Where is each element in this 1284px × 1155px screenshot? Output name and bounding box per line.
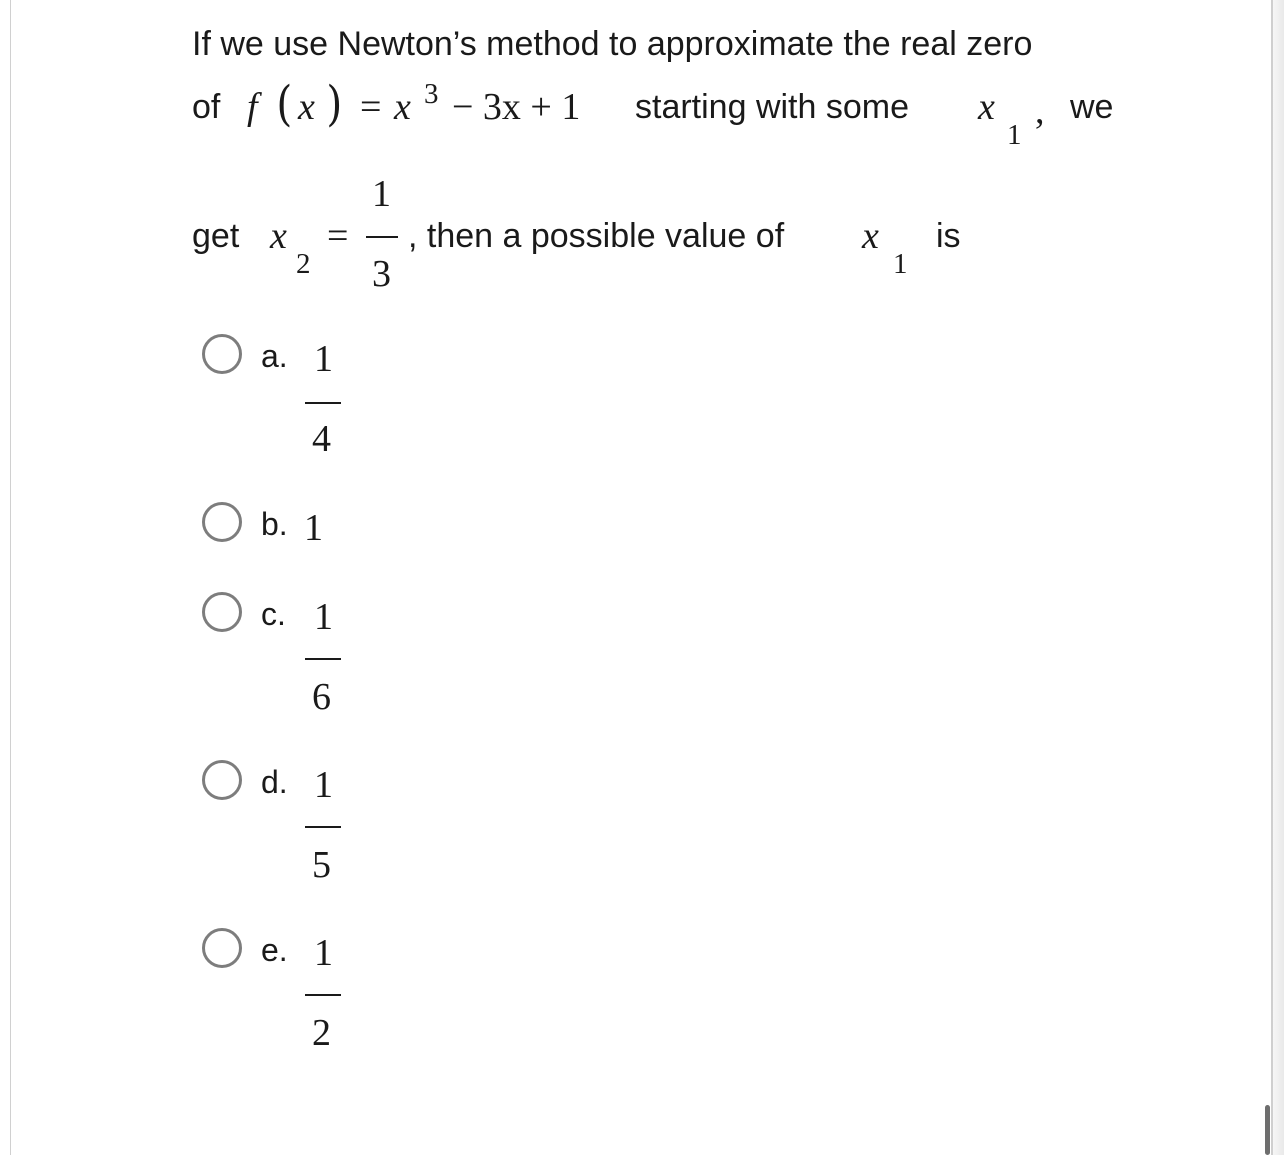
option-e-radio[interactable] [202,928,242,968]
we-word: we [1070,88,1114,126]
polynomial-exponent: 3 [424,78,439,110]
paren-close: ) [326,76,343,132]
is-word: is [936,217,961,255]
option-d-letter: d. [261,764,288,800]
x1-subscript: 1 [1007,119,1022,151]
starting-text: starting with some [635,88,909,126]
function-name: f [247,86,258,128]
option-c-radio[interactable] [202,592,242,632]
scrollbar-thumb[interactable] [1265,1105,1270,1155]
option-d-numerator: 1 [314,764,333,806]
paren-open: ( [276,76,293,132]
page-edge [1273,0,1284,1155]
target-variable: x [862,215,879,257]
option-b-radio[interactable] [202,502,242,542]
option-e-fraction-bar [305,994,341,996]
option-c-denominator: 6 [312,676,331,718]
target-subscript: 1 [893,248,908,280]
option-e-numerator: 1 [314,932,333,974]
x1-variable: x [978,86,995,128]
option-c[interactable] [200,588,340,718]
get-word: get [192,217,240,255]
of-word: of [192,88,221,126]
fraction-numerator: 1 [372,173,391,215]
option-a-denominator: 4 [312,418,331,460]
option-d[interactable] [200,756,340,886]
option-d-denominator: 5 [312,844,331,886]
equals-sign: = [360,86,382,128]
function-variable: x [298,86,315,128]
comma: , [1035,90,1045,132]
option-d-radio[interactable] [202,760,242,800]
x2-equals-sign: = [327,215,349,257]
option-a-radio[interactable] [202,334,242,374]
fraction-bar [366,236,398,238]
x2-subscript: 2 [296,248,311,280]
page-border-left [10,0,11,1155]
option-c-fraction-bar [305,658,341,660]
option-a-numerator: 1 [314,338,333,380]
option-a-fraction-bar [305,402,341,404]
option-a[interactable] [200,330,340,460]
option-d-fraction-bar [305,826,341,828]
option-b[interactable] [200,498,340,553]
option-c-numerator: 1 [314,596,333,638]
option-b-letter: b. [261,506,288,542]
question-line-1: If we use Newton’s method to approximate the real zero [192,25,1033,63]
option-e-denominator: 2 [312,1012,331,1054]
option-b-value: 1 [304,507,323,549]
fraction-denominator: 3 [372,253,391,295]
option-a-letter: a. [261,338,288,374]
option-e[interactable] [200,924,340,1054]
polynomial-rest: − 3x + 1 [452,86,581,128]
x2-variable: x [270,215,287,257]
polynomial-x: x [394,86,411,128]
option-e-letter: e. [261,932,288,968]
then-text: , then a possible value of [408,217,785,255]
option-c-letter: c. [261,596,286,632]
